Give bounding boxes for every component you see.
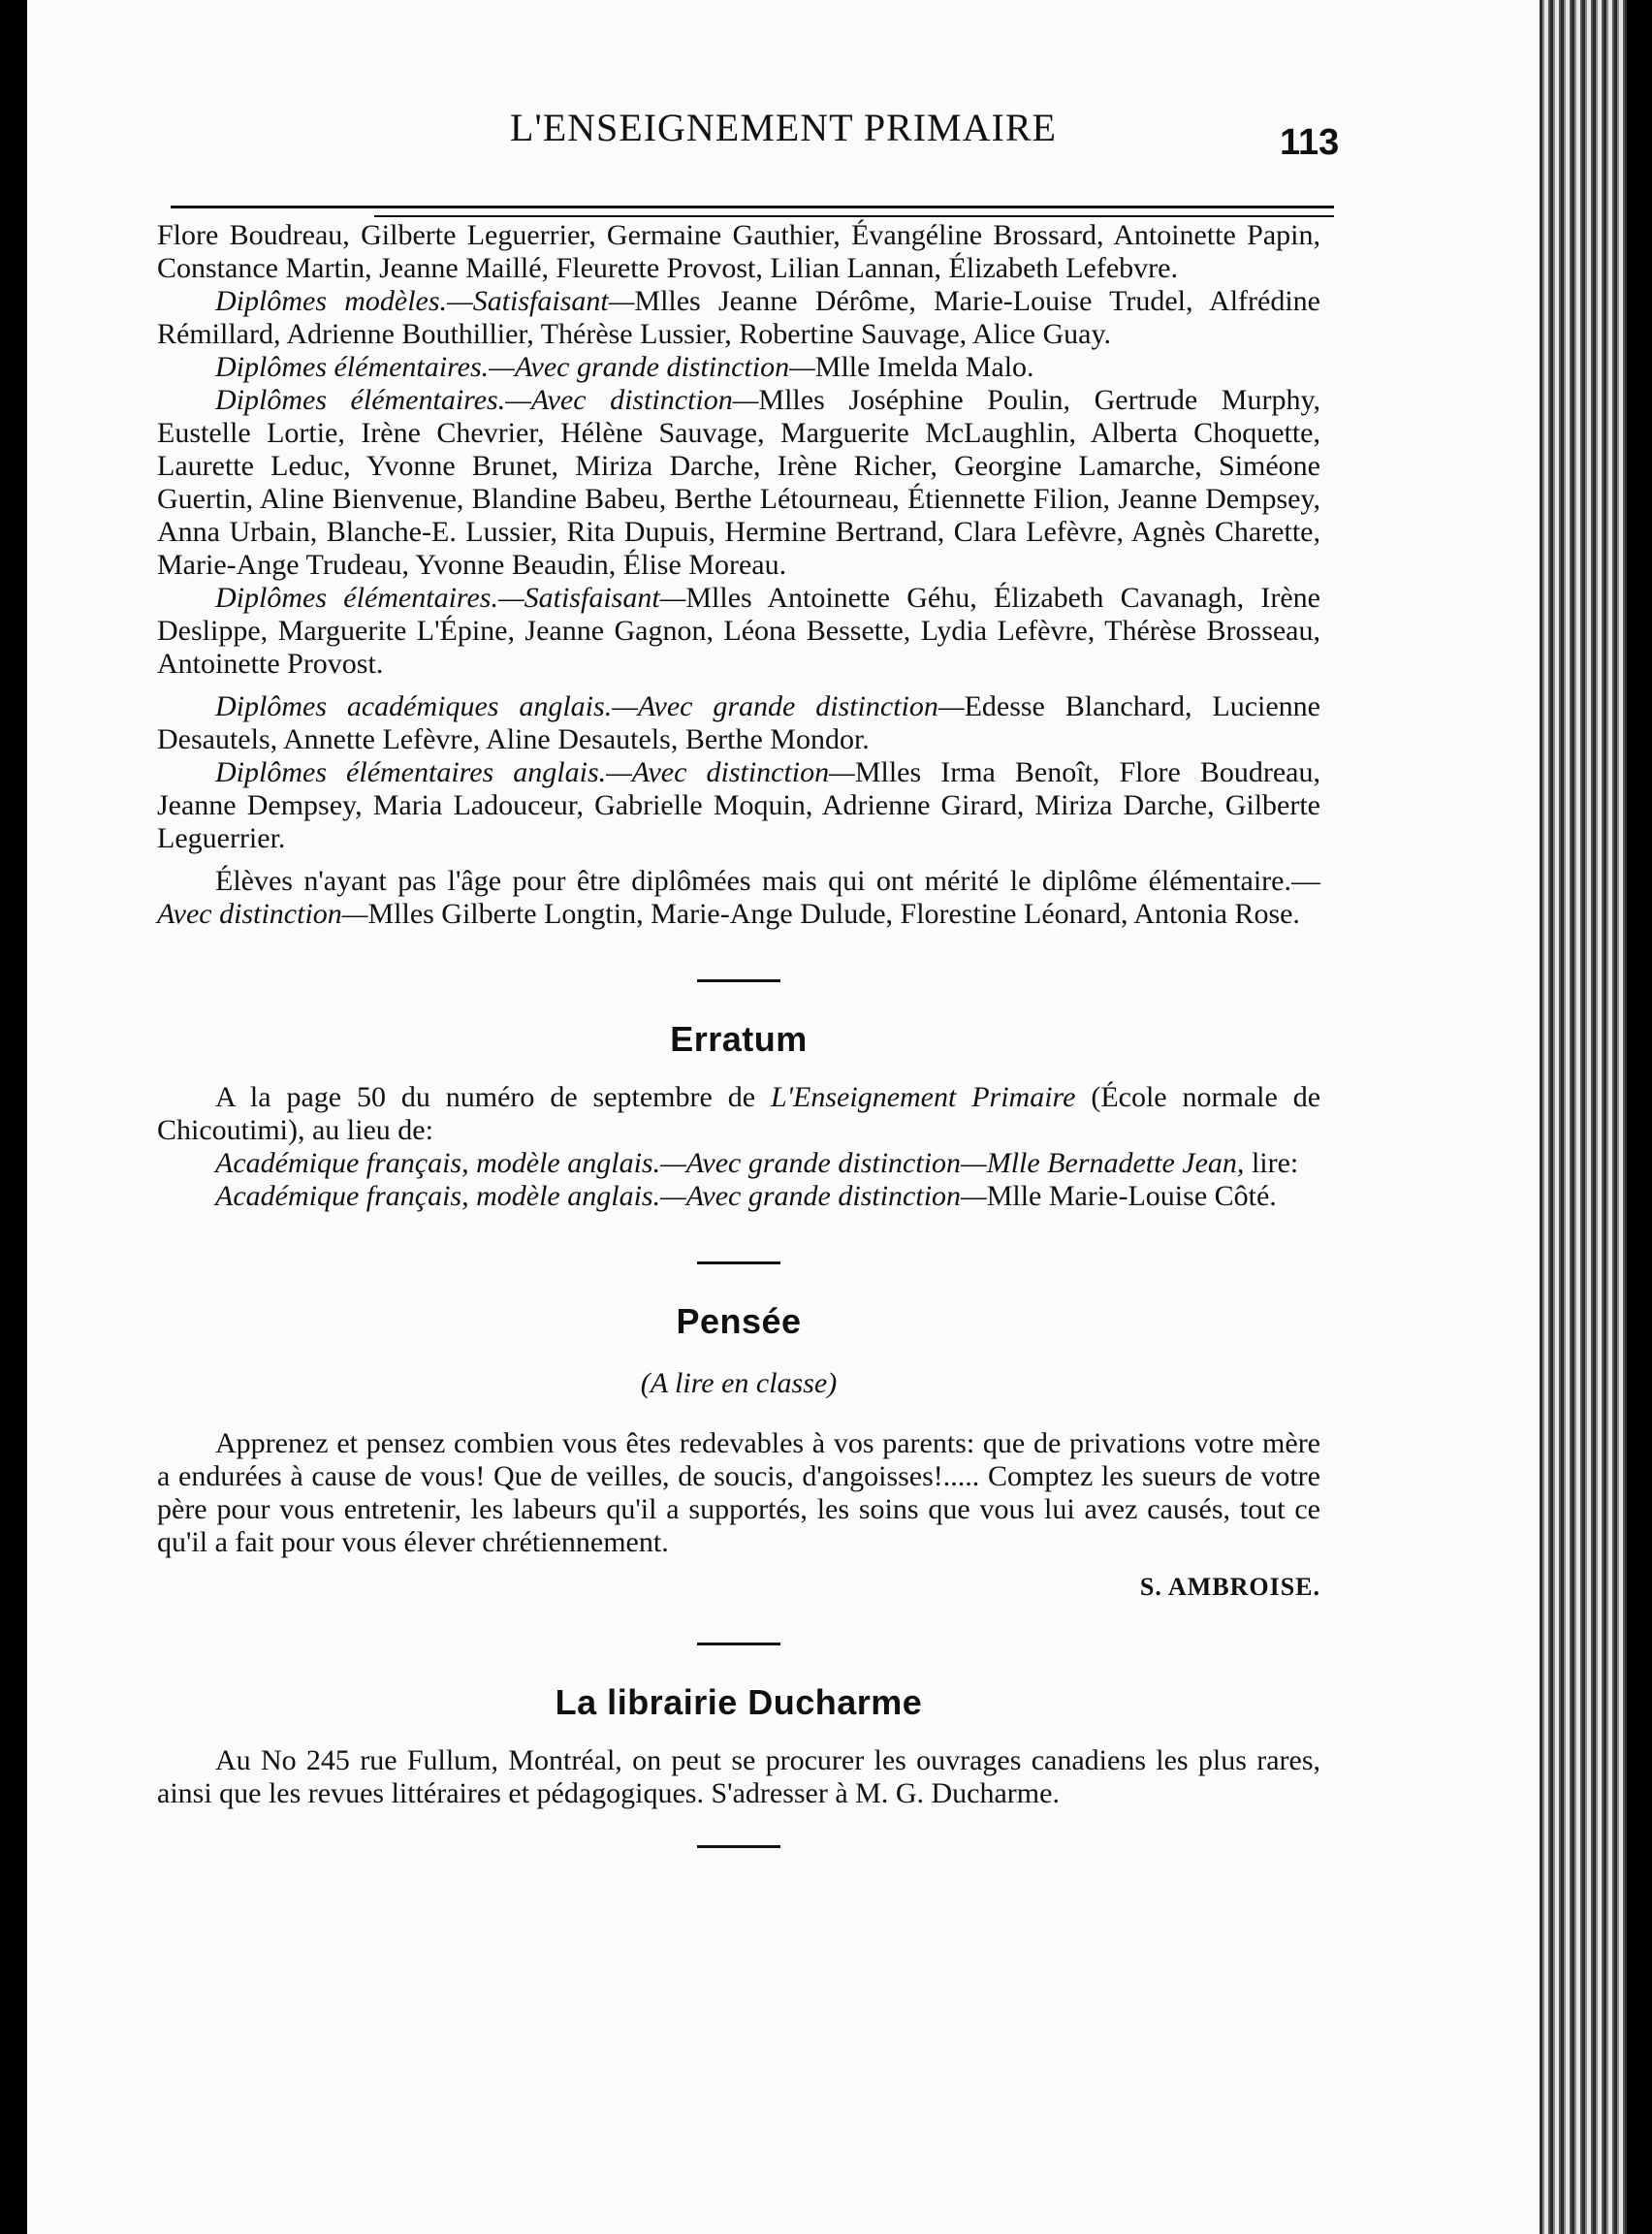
names: Mlles Irma Benoît, Flore Boudreau, Jeanne Dempsey, Maria Ladouceur, Gabrielle Moquin, Adrienne Girard, Miriza Darche, Gilberte Leguerrier. xyxy=(157,756,1320,854)
paragraph-names-continued: Flore Boudreau, Gilberte Leguerrier, Germaine Gauthier, Évangéline Brossard, Antoinette Papin, Constance Martin, Jeanne Maillé, Fleurette Provost, Lilian Lannan, Élizabeth Lefebvre. xyxy=(157,219,1320,284)
names: Mlles Antoinette Géhu, Élizabeth Cavanagh, Irène Deslippe, Marguerite L'Épine, Jeanne Gagnon, Léona Bessette, Lydia Lefèvre, Thérèse Brosseau, Antoinette Provost. xyxy=(157,582,1320,680)
names: Élèves n'ayant pas l'âge pour être diplômées mais qui ont mérité le diplôme élémentaire.— xyxy=(215,865,1320,897)
erratum-lire: lire: xyxy=(1244,1147,1299,1179)
pensee-subtitle: (A lire en classe) xyxy=(640,1367,838,1399)
category-label: Diplômes élémentaires anglais.—Avec distinction— xyxy=(215,756,855,788)
erratum-intro-text: (École normale de Chicoutimi), au lieu de: xyxy=(157,1081,1321,1146)
paragraph-diplomes-modeles xyxy=(157,285,1320,351)
category-label: Diplômes élémentaires.—Avec distinction— xyxy=(215,384,759,416)
paragraph-elementaires-satisfaisant xyxy=(157,582,1320,681)
running-title: L'ENSEIGNEMENT PRIMAIRE xyxy=(510,106,1057,149)
journal-title: L'Enseignement Primaire xyxy=(770,1081,1076,1113)
paragraph-elementaires-anglais xyxy=(157,756,1320,855)
paragraph-academiques-anglais xyxy=(157,690,1320,756)
header-rule-secondary xyxy=(374,215,1334,217)
names: Edesse Blanchard, Lucienne Desautels, Annette Lefèvre, Aline Desautels, Berthe Mondor. xyxy=(157,690,1320,755)
category-label: Diplômes élémentaires.—Satisfaisant— xyxy=(215,582,686,614)
scan-border xyxy=(1627,0,1652,2234)
erratum-correct-name: Mlle Marie-Louise Côté. xyxy=(986,1180,1277,1212)
header-rule xyxy=(171,206,1334,208)
erratum-intro-text: A la page 50 du numéro de septembre de xyxy=(215,1081,771,1113)
book-page-edges xyxy=(1540,0,1627,2234)
librairie-body: Au No 245 rue Fullum, Montréal, on peut se procurer les ouvrages canadiens les plus rares, ainsi que les revues littéraires et pédagogiques. S'adresser à M. G. Ducharme. xyxy=(157,1744,1320,1809)
names: Mlles Jeanne Dérôme, Marie-Louise Trudel, Alfrédine Rémillard, Adrienne Bouthillier, Thérèse Lussier, Robertine Sauvage, Alice Guay. xyxy=(157,285,1320,350)
erratum-line-wrong xyxy=(157,1147,1320,1180)
section-divider xyxy=(697,1845,780,1848)
names: Mlles Joséphine Poulin, Gertrude Murphy, Eustelle Lortie, Irène Chevrier, Hélène Sauvage, Marguerite McLaughlin, Alberta Choquette, Laurette Leduc, Yvonne Brunet, Miriza Darche, Irène Richer, Georgine Lamarche, Siméone Guertin, Aline Bienvenue, Blandine Babeu, Berthe Létourneau, Étiennette Filion, Jeanne Dempsey, Anna Urbain, Blanche-E. Lussier, Rita Dupuis, Hermine Bertrand, Clara Lefèvre, Agnès Charette, Marie-Ange Trudeau, Yvonne Beaudin, Élise Moreau. xyxy=(157,384,1320,581)
category-label: Avec distinction— xyxy=(157,898,368,930)
category-label: Diplômes élémentaires.—Avec grande distinction— xyxy=(215,351,815,383)
names: Mlles Gilberte Longtin, Marie-Ange Dulude, Florestine Léonard, Antonia Rose. xyxy=(367,898,1300,930)
pensee-body: Apprenez et pensez combien vous êtes redevables à vos parents: que de privations votre mère a endurées à cause de vous! Que de veilles, de soucis, d'angoisses!..... Comptez les sueurs de votre père pour vous entretenir, les labeurs qu'il a supportés, les soins que vous lui avez causés, tout ce qu'il a fait pour vous élever chrétiennement. xyxy=(157,1427,1320,1558)
category-label: Diplômes académiques anglais.—Avec grande distinction— xyxy=(215,690,965,722)
pensee-title: Pensée xyxy=(676,1301,802,1341)
paragraph-elementaires-grande xyxy=(157,351,1320,384)
paragraph-eleves-age xyxy=(157,865,1320,931)
erratum-title: Erratum xyxy=(670,1019,808,1059)
erratum-correct-label: Académique français, modèle anglais.—Avec grande distinction— xyxy=(215,1180,987,1212)
pensee-signature: S. AMBROISE. xyxy=(1139,1573,1320,1601)
names: Mlle Imelda Malo. xyxy=(814,351,1034,383)
page xyxy=(27,0,1540,2234)
page-number: 113 xyxy=(1280,122,1340,163)
erratum-intro xyxy=(157,1081,1320,1147)
librairie-title: La librairie Ducharme xyxy=(555,1682,923,1722)
paragraph-elementaires-distinction xyxy=(157,384,1320,582)
erratum-wrong-entry: Académique français, modèle anglais.—Avec grande distinction—Mlle Bernadette Jean, xyxy=(215,1147,1245,1179)
category-label: Diplômes modèles.—Satisfaisant— xyxy=(215,285,635,317)
erratum-line-correct xyxy=(157,1180,1320,1213)
page-content xyxy=(157,219,1320,1848)
